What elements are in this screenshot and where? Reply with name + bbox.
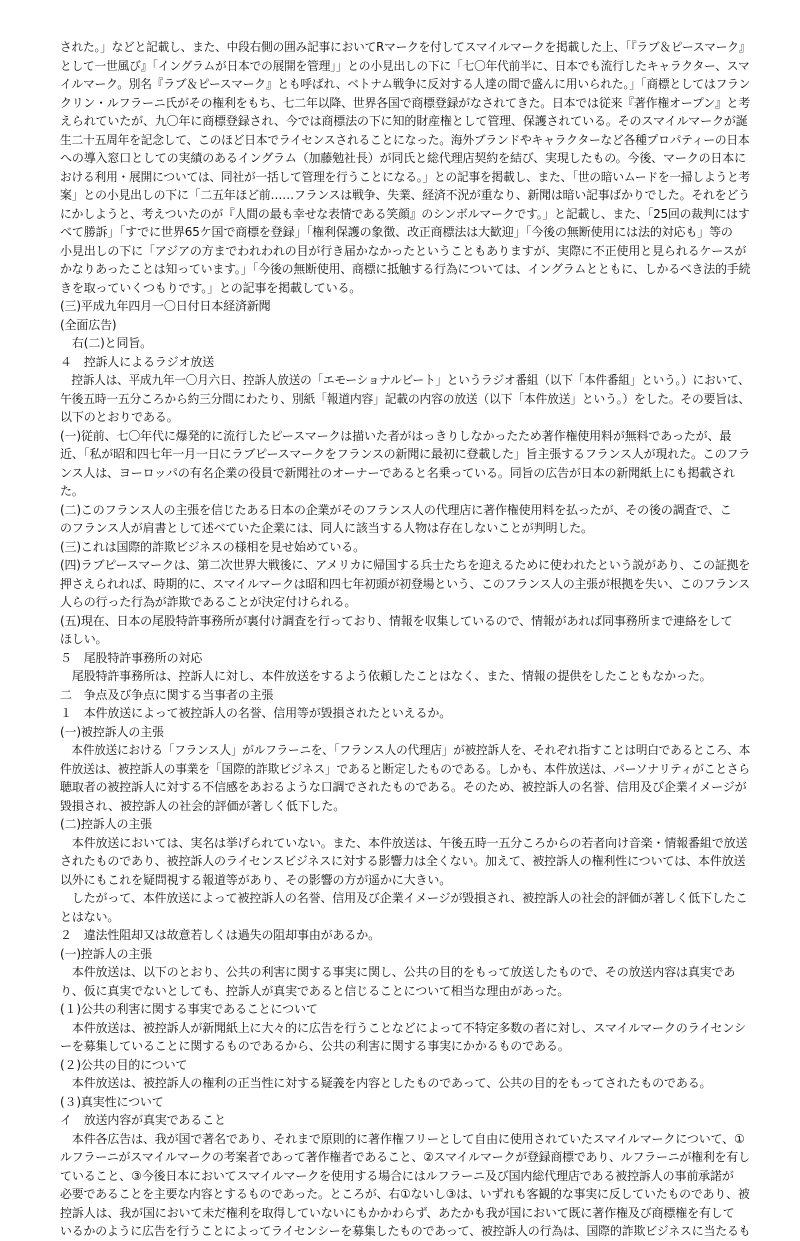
text-line: にかしようと、考えついたのが『人間の最も幸せな表情である笑顔』のシンボルマークです。」と記載し、また、「25回の裁判にはす (60, 206, 750, 221)
text-line: ５ 尾股特許事務所の対応 (60, 650, 203, 665)
text-line: 押さえられれば、時期的に、スマイルマークは昭和四七年初頭が初登場という、このフランス人の主張が根拠を失い、このフランス (60, 576, 750, 591)
text-line: 本件放送においては、実名は挙げられていない。また、本件放送は、午後五時一五分ころからの若者向け音楽・情報番組で放送 (60, 835, 748, 850)
text-line: (二)このフランス人の主張を信じたある日本の企業がそのフランス人の代理店に著作権使用料を払ったが、その後の調査で、こ (60, 502, 732, 517)
text-line: クリン・ルフラーニ氏がその権利をもち、七二年以降、世界各国で商標登録がなされてきた。日本では従来『著作権オープン』と考 (60, 95, 751, 110)
text-line: (一)被控訴人の主張 (60, 724, 164, 739)
text-line: 聴取者の被控訴人に対する不信感をあおるような口調でされたものである。そのため、被控訴人の名誉、信用及び企業イメージが (60, 780, 747, 794)
text-line: 件放送は、被控訴人の事業を「国際的詐欺ビジネス」であると断定したものである。しかも、本件放送は、パーソナリティがことさら (60, 761, 750, 776)
text-line: (全面広告) (60, 317, 117, 332)
text-line: (四)ラブピースマークは、第二次世界大戦後に、アメリカに帰国する兵士たちを迎えるために使われたという説があり、この証拠を (60, 558, 751, 572)
text-line: 毀損され、被控訴人の社会的評価が著しく低下した。 (60, 798, 346, 813)
text-line: 二 争点及び争点に関する当事者の主張 (60, 687, 274, 702)
text-line: ーを募集していることに関するものであるから、公共の利害に関する事実にかかるものである。 (60, 1039, 570, 1053)
text-line: 控訴人は、我が国において未だ権利を取得していないにもかかわらず、あたかも我が国において既に著作権及び商標権を有して (60, 1205, 735, 1220)
text-line: ンス人は、ヨーロッパの有名企業の役員で新聞社のオーナーであると名乗っている。同旨の広告が日本の新聞紙上にも掲載され (60, 465, 735, 480)
text-line: り、仮に真実でないとしても、控訴人が真実であると信じることについて相当な理由があった。 (60, 983, 570, 998)
text-line: ２ 違法性阻却又は故意若しくは過失の阻却事由があるか。 (60, 928, 380, 942)
text-line: 小見出しの下に「アジアの方までわれわれの目が行き届かなかったということもありますが、実際に不正使用と見られるケースが (60, 243, 747, 258)
text-line: (１)公共の利害に関する事実であることについて (60, 1002, 318, 1016)
text-line: ていること、③今後日本においてスマイルマークを使用する場合にはルフラーニ及び国内総代理店である被控訴人の事前承諾が (60, 1168, 734, 1183)
text-line: 近、「私が昭和四七年一月一日にラブピースマークをフランスの新聞に最初に登載した」旨主張するフランス人が現れた。このフラ (60, 447, 751, 461)
text-line: いるかのように広告を行うことによってライセンシーを募集したものであって、被控訴人の行為は、国際的詐欺ビジネスに当たるも (60, 1224, 751, 1238)
text-line: (三)これは国際的詐欺ビジネスの様相を見せ始めている。 (60, 539, 365, 554)
text-line: 本件各広告は、我が国で著名であり、それまで原則的に著作権フリーとして自由に使用されていたスマイルマークについて、① (60, 1131, 745, 1146)
text-line: 本件放送は、以下のとおり、公共の利害に関する事実に関し、公共の目的をもって放送したもので、その放送内容は真実であ (60, 965, 736, 979)
text-line: １ 本件放送によって被控訴人の名誉、信用等が毀損されたといえるか。 (60, 706, 452, 720)
text-line: きを取っていくつもりです。」との記事を掲載している。 (60, 280, 362, 295)
text-line: したがって、本件放送によって被控訴人の名誉、信用及び企業イメージが毀損され、被控訴人の社会的評価が著しく低下したこ (60, 891, 748, 905)
text-line: べて勝訴」「すでに世界65ケ国で商標を登録」「権利保護の象徴、改正商標法は大歓迎」「今後の無断使用には法的対応も」等の (60, 225, 733, 239)
text-line: への導入窓口としての実績のあるイングラム（加藤勉社長）が同氏と総代理店契約を結び、実現したもの。今後、マークの日本に (60, 151, 746, 165)
text-line: ４ 控訴人によるラジオ放送 (60, 354, 215, 369)
text-line: 人らの行った行為が詐欺であることが決定付けられる。 (60, 595, 357, 609)
text-line: (一)従前、七〇年代に爆発的に流行したピースマークは描いた者がはっきりしなかったため著作権使用料が無料であったが、最 (60, 428, 732, 443)
text-line: 以下のとおりである。 (60, 410, 179, 424)
text-line: た。 (60, 484, 84, 498)
text-line: えられていたが、九〇年に商標登録され、今では商標法の下に知的財産権として管理、保護されている。そのスマイルマークが誕 (60, 114, 748, 128)
text-line: ほしい。 (60, 632, 108, 646)
text-line: 生二十五周年を記念して、このほど日本でライセンスされることになった。海外ブランドやキャラクターなど各種プロパティーの日本 (60, 132, 750, 147)
text-line: 尾股特許事務所は、控訴人に対し、本件放送をするよう依頼したことはなく、また、情報の提供をしたこともなかった。 (60, 669, 712, 683)
text-line: ルフラーニがスマイルマークの考案者であって著作権者であること、②スマイルマークが登録商標であり、ルフラーニが権利を有し (60, 1150, 750, 1164)
text-line: (２)公共の目的について (60, 1057, 188, 1072)
text-line: 控訴人は、平成九年一〇月六日、控訴人放送の「エモーショナルビート」というラジオ番組（以下「本件番組」という。）において、 (60, 373, 750, 387)
text-line: 午後五時一五分ころから約三分間にわたり、別紙「報道内容」記載の内容の放送（以下「本件放送」という。）をした。その要旨は、 (60, 391, 751, 406)
text-line: 案」との小見出しの下に「二五年ほど前……フランスは戦争、失業、経済不況が重なり、新聞は暗い記事ばかりでした。それをどう (60, 188, 750, 202)
text-line: (３)真実性について (60, 1094, 164, 1109)
text-line: とはない。 (60, 909, 120, 924)
text-line: 右(二)と同旨。 (60, 336, 153, 350)
text-line: イ 放送内容が真実であること (60, 1113, 226, 1127)
text-line: された。」などと記載し、また、中段右側の囲み記事においてRマークを付してスマイルマークを掲載した上、「『ラブ＆ピースマーク』 (60, 40, 751, 54)
text-line: (三)平成九年四月一〇日付日本経済新聞 (60, 299, 271, 313)
text-line: (一)控訴人の主張 (60, 946, 153, 961)
text-line: されたものであり、被控訴人のライセンスビジネスに対する影響力は全くない。加えて、被控訴人の権利性については、本件放送 (60, 854, 746, 868)
text-line: 以外にもこれを疑問視する報道等があり、その影響の方が遥かに大きい。 (60, 872, 452, 887)
text-line: 必要であることを主要な内容とするものであった。ところが、右①ないし③は、いずれも客観的な事実に反していたものであり、被 (60, 1187, 750, 1201)
text-line: 本件放送は、被控訴人が新聞紙上に大々的に広告を行うことなどによって不特定多数の者に対し、スマイルマークのライセンシ (60, 1020, 746, 1035)
text-line: かなりあったことは知っています。」「今後の無断使用、商標に抵触する行為については、イングラムとともに、しかるべき法的手続 (60, 262, 751, 276)
text-line: イルマーク。別名『ラブ＆ピースマーク』とも呼ばれ、ベトナム戦争に反対する人達の間で盛んに用いられた。」「商標としてはフラン (60, 77, 751, 91)
text-line: のフランス人が肩書として述べていた企業には、同人に該当する人物は存在しないことが判明した。 (60, 521, 593, 535)
text-line: 本件放送における「フランス人」がルフラーニを、「フランス人の代理店」が被控訴人を、それぞれ指すことは明白であるところ、本 (60, 743, 751, 757)
text-line: おける利用・展開については、同社が一括して管理を行うことになる。」との記事を掲載し、また、「世の暗いムードを一掃しようと考 (60, 169, 751, 184)
text-line: (五)現在、日本の尾股特許事務所が裏付け調査を行っており、情報を収集しているので、情報があれば同事務所まで連絡をして (60, 613, 733, 628)
text-line: として一世風び』「イングラムが日本での展開を管理」」との小見出しの下に「七〇年代前半に、日本でも流行したキャラクター、スマ (60, 58, 750, 73)
text-line: 本件放送は、被控訴人の権利の正当性に対する疑義を内容としたものであって、公共の目的をもってされたものである。 (60, 1076, 712, 1090)
text-line: (二)控訴人の主張 (60, 817, 153, 831)
